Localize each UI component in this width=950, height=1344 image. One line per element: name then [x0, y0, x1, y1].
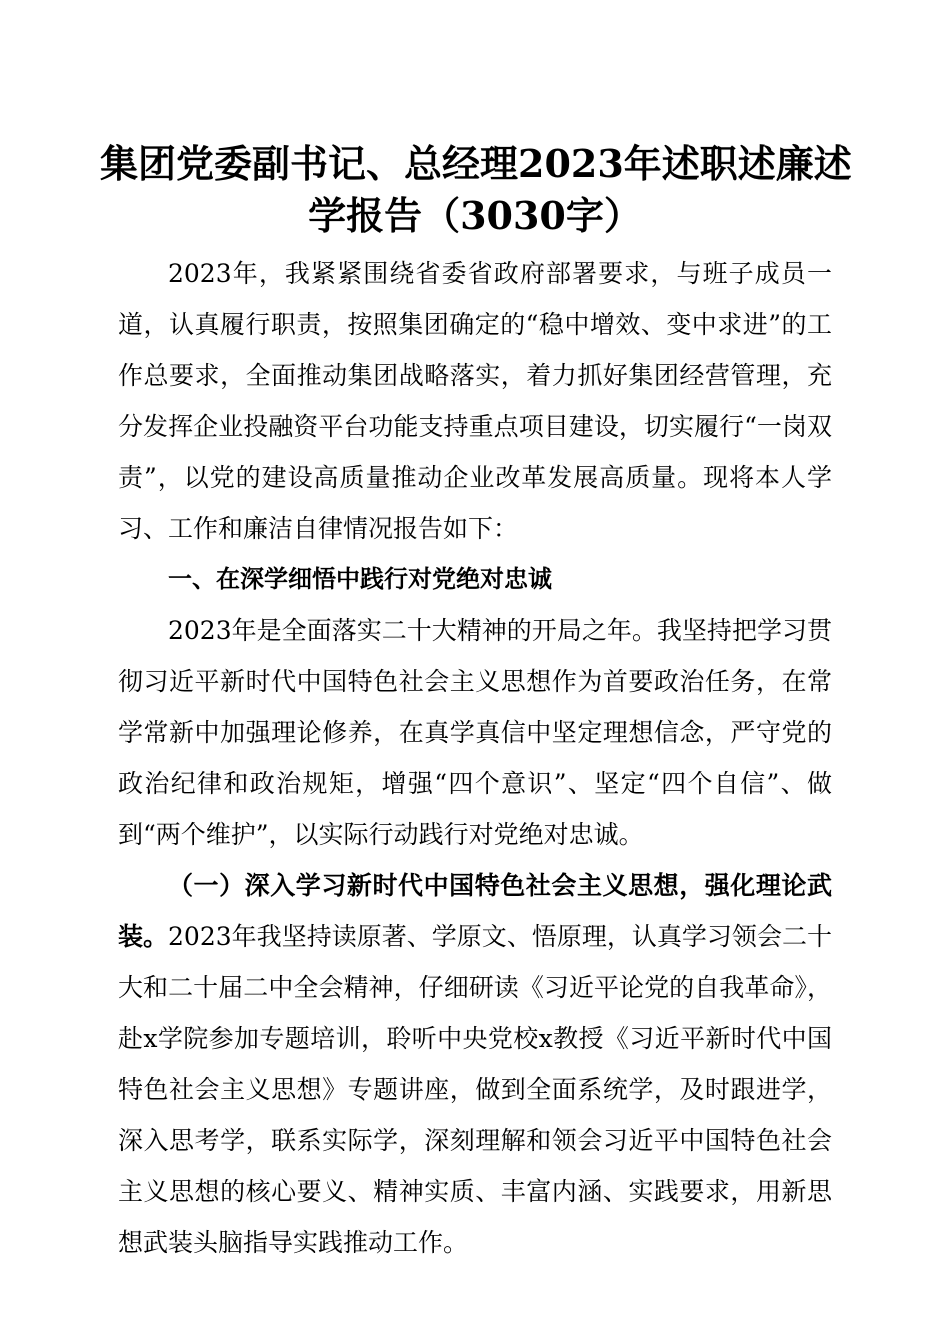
intro-paragraph: 2023年，我紧紧围绕省委省政府部署要求，与班子成员一道，认真履行职责，按照集团确定的“稳中增效、变中求进”的工作总要求，全面推动集团战略落实，着力抓好集团经营管理，充分发挥企业投融资平台功能支持重点项目建设，切实履行“一岗双责”，以党的建设高质量推动企业改革发展高质量。现将本人学习、工作和廉洁自律情况报告如下： — [118, 259, 832, 543]
title-line-2: 学报告（3030字） — [308, 193, 642, 238]
document-body — [118, 248, 832, 1268]
subsection-1-paragraph — [118, 860, 832, 1268]
title-line-1: 集团党委副书记、总经理2023年述职述廉述 — [100, 141, 852, 186]
subsection-1-heading: （一）深入学习新时代中国特色社会主义思想，强化理论武装。 — [118, 871, 832, 951]
section-1-paragraph: 2023年是全面落实二十大精神的开局之年。我坚持把学习贯彻习近平新时代中国特色社会主义思想作为首要政治任务，在常学常新中加强理论修养，在真学真信中坚定理想信念，严守党的政治纪律和政治规矩，增强“四个意识”、坚定“四个自信”、做到“两个维护”，以实际行动践行对党绝对忠诚。 — [118, 616, 832, 849]
section-1-heading: 一、在深学细悟中践行对党绝对忠诚 — [168, 565, 552, 593]
subsection-1-body: 2023年我坚持读原著、学原文、悟原理，认真学习领会二十大和二十届二中全会精神，仔细研读《习近平论党的自我革命》，赴x学院参加专题培训，聆听中央党校x教授《习近平新时代中国特色社会主义思想》专题讲座，做到全面系统学，及时跟进学，深入思考学，联系实际学，深刻理解和领会习近平中国特色社会主义思想的核心要义、精神实质、丰富内涵、实践要求，用新思想武装头脑指导实践推动工作。 — [118, 922, 832, 1257]
document-title — [100, 138, 850, 242]
